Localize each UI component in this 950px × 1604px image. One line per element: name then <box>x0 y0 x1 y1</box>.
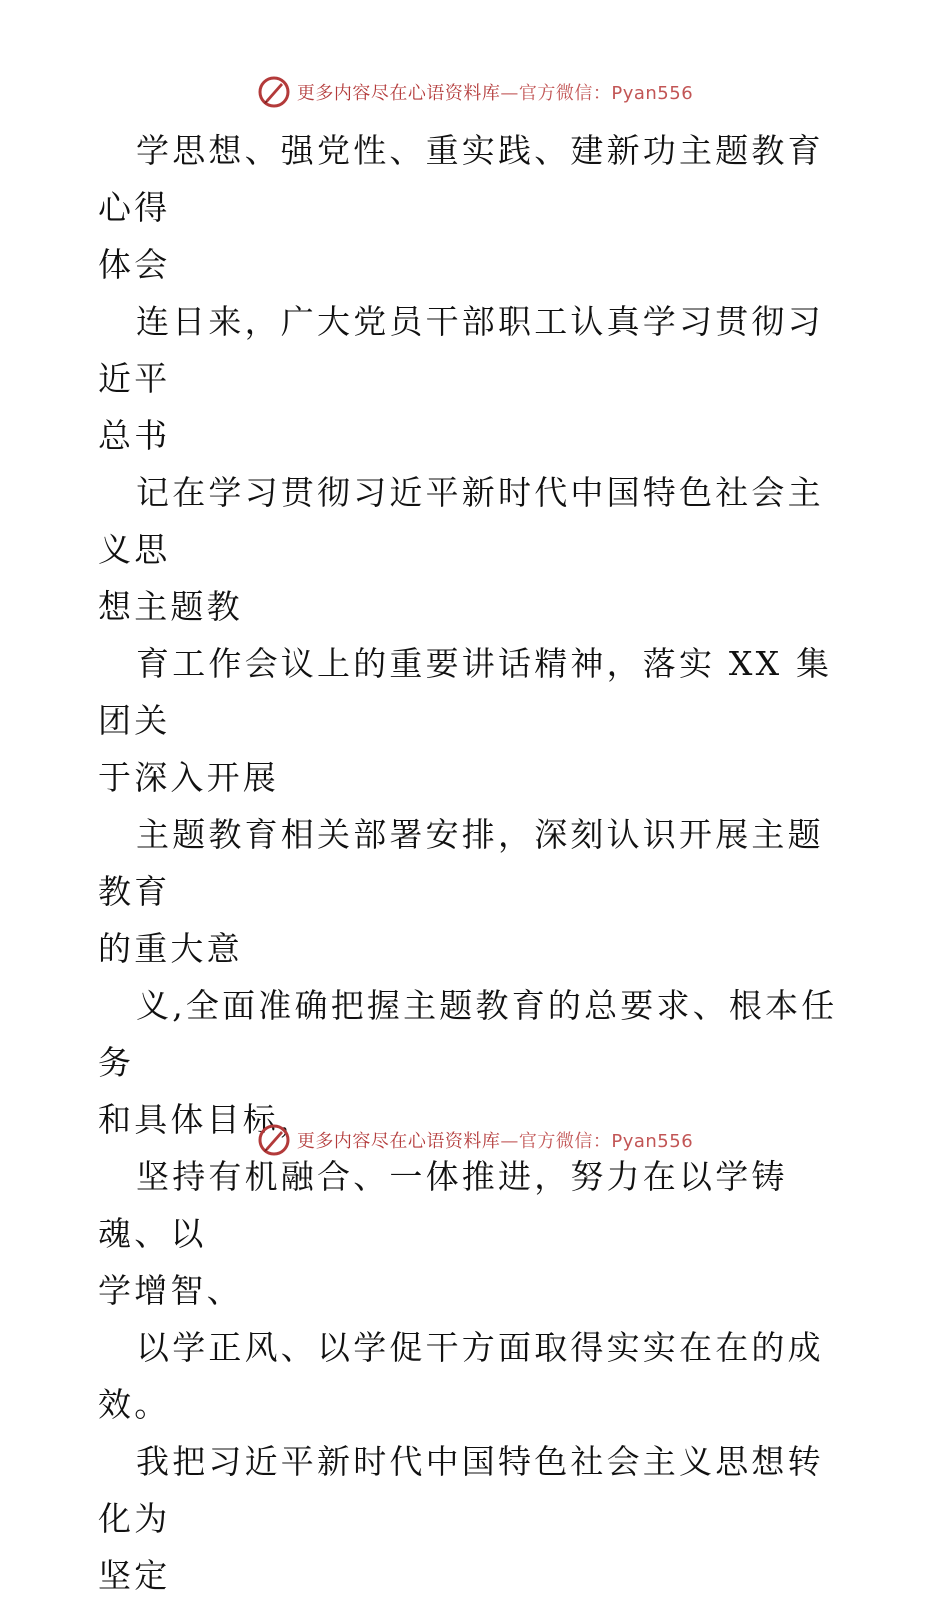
quill-logo-icon <box>257 1123 291 1157</box>
text-line: 的重大意 <box>98 929 243 968</box>
header-wechat-label: 官方微信： <box>518 83 612 104</box>
text-line: 于深入开展 <box>98 758 279 797</box>
footer-wechat-id: Pyan556 <box>611 1131 694 1152</box>
footer-dash: — <box>500 1131 519 1152</box>
header-dash: — <box>500 83 519 104</box>
footer-wechat-label: 官方微信： <box>518 1131 612 1152</box>
header-site-text: 更多内容尽在心语资料库 <box>296 83 501 104</box>
text-line: 育工作会议上的重要讲话精神，落实 XX 集团关 <box>98 644 833 740</box>
text-line: 以学正风、以学促干方面取得实实在在的成效。 <box>98 1328 824 1424</box>
text-line: 主题教育相关部署安排，深刻认识开展主题教育 <box>98 815 824 911</box>
text-line: 想主题教 <box>98 587 243 626</box>
text-line: 义,全面准确把握主题教育的总要求、根本任务 <box>98 986 838 1082</box>
footer-banner <box>0 1120 950 1160</box>
text-line: 体会 <box>98 245 171 284</box>
text-line: 我把习近平新时代中国特色社会主义思想转化为 <box>98 1442 824 1538</box>
text-line: 总书 <box>98 416 171 455</box>
header-wechat-id: Pyan556 <box>611 83 694 104</box>
text-line: 连日来，广大党员干部职工认真学习贯彻习近平 <box>98 302 824 398</box>
footer-site-text: 更多内容尽在心语资料库 <box>296 1131 501 1152</box>
quill-logo-icon <box>257 75 291 109</box>
header-banner <box>0 72 950 112</box>
text-line: 和具体目标， <box>98 1100 316 1139</box>
text-line: 记在学习贯彻习近平新时代中国特色社会主义思 <box>98 473 824 569</box>
text-line: 学增智、 <box>98 1271 243 1310</box>
document-body <box>98 122 858 1604</box>
text-line: 坚持有机融合、一体推进，努力在以学铸魂、以 <box>98 1157 788 1253</box>
text-line: 坚定 <box>98 1556 171 1595</box>
text-line: 学思想、强党性、重实践、建新功主题教育心得 <box>98 131 824 227</box>
